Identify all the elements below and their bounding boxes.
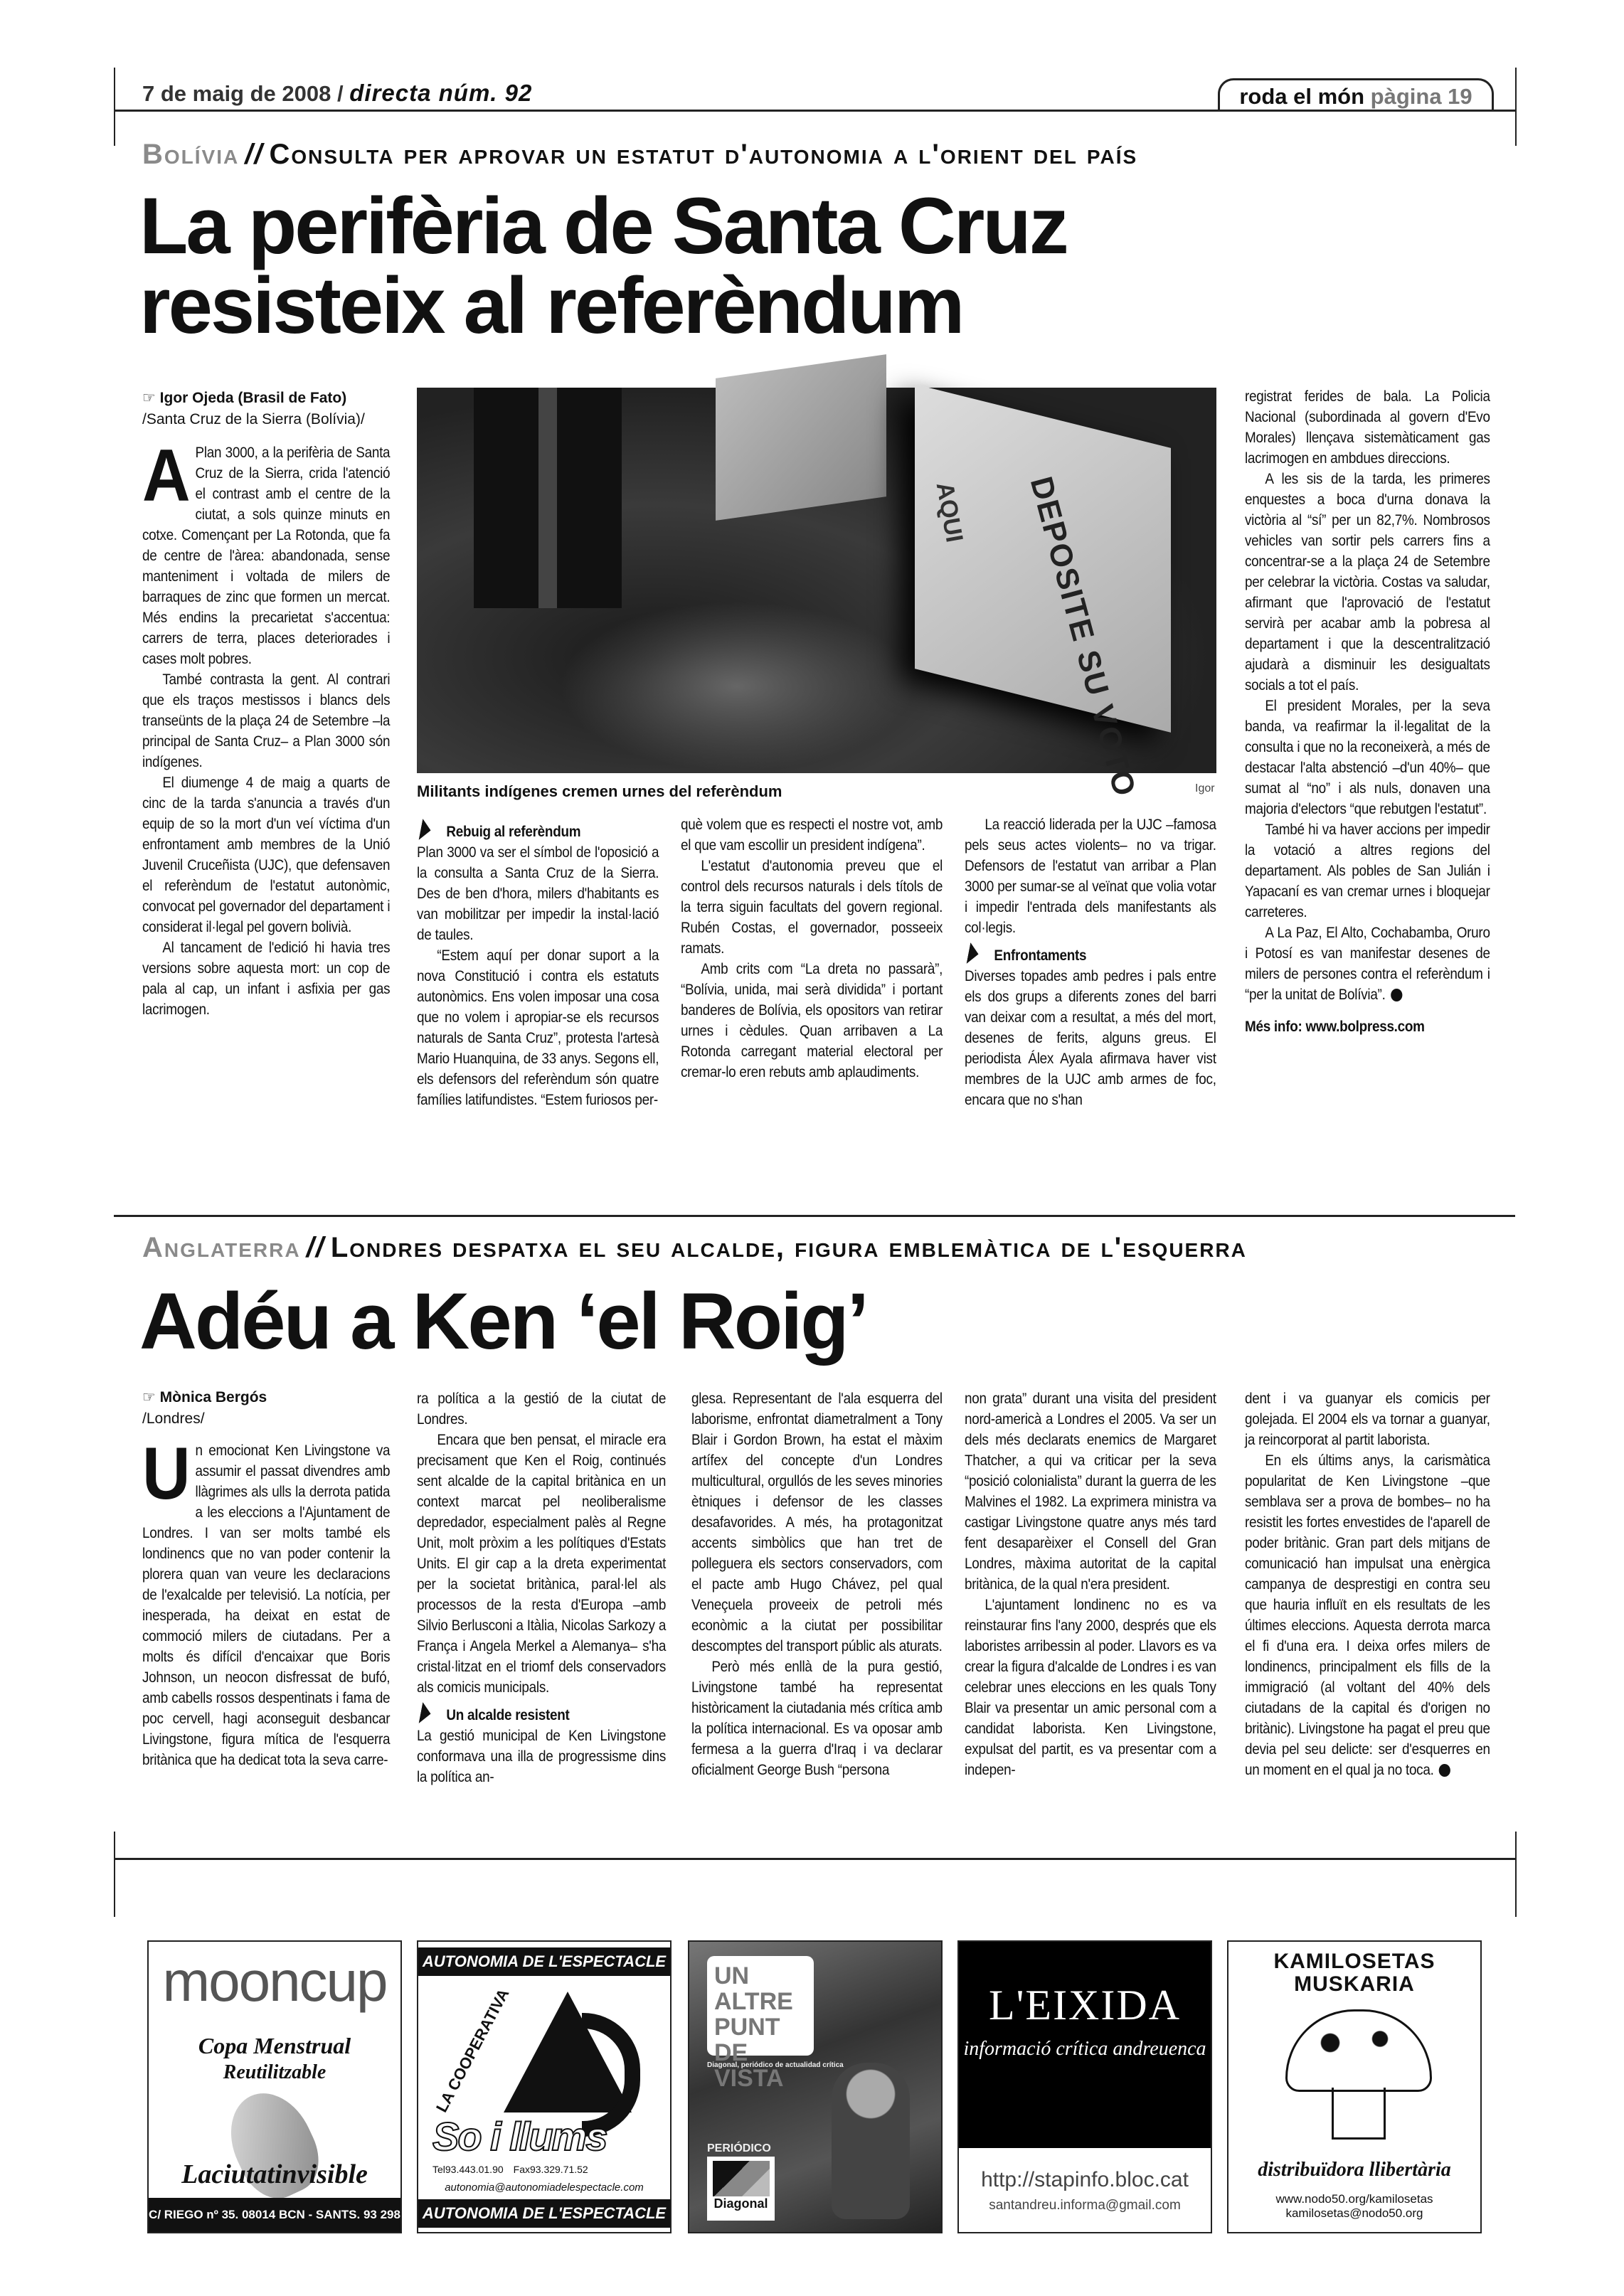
child-photo <box>832 2063 910 2219</box>
subheading-text: Rebuig al referèndum <box>446 824 581 840</box>
paragraph-text: A La Paz, El Alto, Cochabamba, Oruro i Potosí es van manifestar desenes de milers de persones contra el referèndum i “per la unitat de Bolívia”. <box>1245 925 1490 1003</box>
paragraph: glesa. Representant de l'ala esquerra del laborisme, enfrontat diametralment a Tony Blair i Gordon Brown, ha estat el màxim artífex del concepte d'un Londres multicultural, orgullós de les seves minories ètniques i defensor de les classes desafavorides. A més, ha protagonitzat accents simbòlics que han tret de polleguera els sectors conservadors, com el pacte amb Hugo Chávez, pel qual Veneçuela proveeix de petroli més econòmic a la ciutat per possibilitar descomptes del transport públic als aturats. <box>691 1391 943 1654</box>
ad-text: PERIÓDICO <box>707 2142 771 2154</box>
ad-text: Reutilitzable <box>223 2061 327 2083</box>
margin-rule <box>114 68 115 146</box>
shop-name: Laciutatinvisible <box>181 2159 368 2189</box>
dateline: /Londres/ <box>142 1410 205 1427</box>
kicker-separator: // <box>306 1232 325 1263</box>
diagonal-logo-mark <box>713 2161 770 2196</box>
paragraph: Al tancament de l'edició hi havia tres versions sobre aquesta mort: un cop de pala al cap, un infant i asfixia per gas lacrimogen. <box>142 940 391 1018</box>
ad-email: kamilosetas@nodo50.org <box>1285 2206 1423 2220</box>
article2-column-5 <box>1245 1388 1490 1780</box>
paragraph: L'estatut d'autonomia preveu que el control dels recursos naturals i dels títols de la terra siguin facultats del govern regional. Rubén Costas, el governador, posseeix ramats. <box>681 858 943 957</box>
drop-cap: A <box>142 435 191 517</box>
article-separator <box>114 1215 1515 1217</box>
ad-title: L'EIXIDA <box>988 1982 1182 2029</box>
publication-name: directa núm. 92 <box>349 80 533 106</box>
ad-autonomia-espectacle <box>417 1940 672 2250</box>
ad-text: LA COOPERATIVA <box>432 1985 513 2115</box>
paragraph <box>1245 1450 1490 1780</box>
ad-headline: UN ALTRE PUNT DE VISTA <box>707 1956 814 2056</box>
ad-contact <box>432 2162 598 2177</box>
paragraph: També contrasta la gent. Al contrari que els traços mestissos i blancs dels transeünts de la plaça 24 de Setembre –la principal de Santa Cruz– a Plan 3000 són indígenes. <box>142 671 391 770</box>
ad-url: www.nodo50.org/kamilosetas <box>1275 2192 1433 2206</box>
paragraph: La gestió municipal de Ken Livingstone conformava una illa de progressisme dins la política an- <box>417 1728 667 1785</box>
article1-column-5 <box>1245 386 1490 1037</box>
subheading-text: Enfrontaments <box>994 947 1087 964</box>
paragraph: A les sis de la tarda, les primeres enquestes a boca d'urna donava la victòria al “sí” per un 82,7%. Nombrosos vehicles van sortir pels carrers fins a concentrar-se a la plaça 24 de Setembre per celebrar la victòria. Costas va saludar, afirmant que l'aprovació de l'estatut servirà per acabar amb la pobresa al departament i que la descentralització ajudarà a disminuir les desigualtats socials a tot el país. <box>1245 471 1490 693</box>
paragraph: També hi va haver accions per impedir la votació a altres regions del departament. Als pobles de San Julián i Yapacaní es van cremar urnes i bloquejar carreteres. <box>1245 822 1490 920</box>
ad-kamilosetas <box>1227 1940 1482 2233</box>
margin-rule <box>114 1832 115 1917</box>
ads-separator <box>114 1858 1515 1860</box>
end-of-article-icon <box>1391 989 1402 1001</box>
paragraph: Diverses topades amb pedres i pals entre els dos grups a diferents zones del barri van deixar com a resultat, a més del mort, desenes de ferits, alguns greus. El periodista Álex Ayala afirmava haver vist membres de la UJC amb armes de foc, encara que no s'han <box>965 968 1216 1108</box>
page-number: pàgina 19 <box>1370 84 1472 109</box>
paragraph: El president Morales, per la seva banda, va reafirmar la il·legalitat de la consulta i que no la reconeixerà, a més de destacar l'alta abstenció –d'un 40%– que sumat al “no” i als nuls, donaven una majoria d'electors “que rebutgen l'estatut”. <box>1245 698 1490 817</box>
paragraph: dent i va guanyar els comicis per golejada. El 2004 els va tornar a guanyar, ja reincorporat al partit laborista. <box>1245 1391 1490 1448</box>
article1-kicker <box>142 139 1137 171</box>
paragraph <box>142 435 391 669</box>
paragraph: Però més enllà de la pura gestió, Livingstone també ha representat històricament la ciutadania més crítica amb la política internacional. Es va oposar amb fermesa a la guerra d'Iraq i va declarar oficialment George Bush “persona <box>691 1659 943 1778</box>
kicker-text: Londres despatxa el seu alcalde, figura emblemàtica de l'esquerra <box>330 1232 1247 1263</box>
ad-eixida <box>957 1940 1212 2233</box>
paragraph: Encara que ben pensat, el miracle era precisament que Ken el Roig, continués sent alcalde de la capital britànica en un context marcat pel neoliberalisme depredador, especialment palès al Regne Unit, molt pròxim a les polítiques d'Estats Units. El gir cap a la dreta experimentat per la societat britànica, paral·lel als processos de la resta d'Europa –amb Silvio Berlusconi a Itàlia, Nicolas Sarkozy a França i Angela Merkel a Alemanya– s'ha cristal·litzat en el triomf dels conservadors als comicis municipals. <box>417 1432 667 1696</box>
paragraph: Amb crits com “La dreta no passarà”, “Bolívia, unida, mai serà dividida” i portant banderes de Bolívia, els opositors van retirar urnes i cèdules. Quan arribaven a La Rotonda carregant material electoral per cremar-lo eren rebuts amb aplaudiments. <box>681 961 943 1080</box>
ad-mooncup <box>147 1940 402 2255</box>
subheading-text: Un alcalde resistent <box>446 1707 570 1723</box>
subheading <box>965 945 1216 966</box>
paragraph: ra política a la gestió de la ciutat de Londres. <box>417 1391 667 1428</box>
paragraph: què volem que es respecti el nostre vot, amb el que vam escollir un president indígena”. <box>681 817 943 854</box>
ad-phone: Tel93.443.01.90 <box>432 2164 504 2175</box>
section-tab <box>1218 78 1494 112</box>
ballot-box-text: DEPOSITE SU VOTO <box>1023 473 1143 801</box>
more-info-link: Més info: www.bolpress.com <box>1245 1019 1425 1035</box>
headline-line: resisteix al referèndum <box>139 261 963 350</box>
ad-subtitle: distribuïdora llibertària <box>1258 2159 1451 2181</box>
paragraph: “Estem aquí per donar suport a la nova Constitució i contra els estatuts autonòmics. Ens volen imposar una cosa que no volem i apropiar-se els recursos naturals de Santa Cruz”, protesta l'artesà Mario Huanquina, de 33 anys. Segons ell, els defensors del referèndum són quatre famílies latifundistes. “Estem furiosos per- <box>417 947 659 1108</box>
kicker-category: Anglaterra <box>142 1232 301 1263</box>
subheading-marker-icon <box>419 1702 433 1723</box>
ad-fax: Fax93.329.71.52 <box>513 2164 588 2175</box>
ad-text: Copa Menstrual <box>198 2033 351 2058</box>
article2-column-4 <box>965 1388 1216 1780</box>
article2-headline: Adéu a Ken ‘el Roig’ <box>139 1277 867 1366</box>
kicker-separator: // <box>245 139 264 170</box>
page-header-left <box>142 80 532 107</box>
article2-column-2 <box>417 1388 666 1787</box>
diagonal-logo <box>707 2157 775 2221</box>
paragraph <box>142 1433 391 1770</box>
paragraph: L'ajuntament londinenc no es va reinstaurar fins l'any 2000, després que els laboristes arribessin al poder. Llavors es va crear la figura d'alcalde de Londres i es van celebrar unes eleccions en les quals Tony Blair va presentar un amic personal com a candidat laborista. Ken Livingstone, expulsat del partit, es va presentar com a indepen- <box>965 1597 1216 1778</box>
paragraph: La reacció liderada per la UJC –famosa pels seus actes violents– no va trigar. Defensors de l'estatut van arribar a Plan 3000 per sumar-se al veïnat que volia votar i impedir l'entrada dels manifestants als col·legis. <box>965 817 1216 936</box>
ad-tagline: Diagonal, periódico de actualidad crítica <box>707 2061 844 2069</box>
paragraph <box>1245 923 1490 1005</box>
paragraph-text: En els últims anys, la carismàtica popularitat de Ken Livingstone –que semblava ser a prova de bombes– no ha resistit les fortes envestides de l'aparell de poder britànic. Gran part dels mitjans de comunicació han impulsat una enèrgica campanya de desprestigi en contra seu que hauria influït en els resultats de les últimes eleccions. Aquesta derrota marca el fi d'una era. I deixa orfes milers de londinencs, principalment els fills de la immigració (al voltant del 40% dels ciutadans de la capital és d'origen no britànic). Livingstone ha pagat el preu que devia pel seu delicte: ser d'esquerres en un moment en el qual ja no toca. <box>1245 1452 1490 1778</box>
paragraph-text: n emocionat Ken Livingstone va assumir el passat divendres amb llàgrimes als ulls la derrota patida a les eleccions a l'Ajuntament de Londres. I van ser molts també els londinencs que no van poder contenir la plorera quan van veure les declaracions de l'exalcalde per televisió. La notícia, per inesperada, ha deixat en estat de commoció milers de ciutadans. Per a molts és difícil d'encaixar que Boris Johnson, un neocon disfressat de bufó, amb cabells rossos despentinats i fama de poc cervell, hagi aconseguit desbancar Livingstone, figura mítica de l'esquerra britànica que ha dedicat tota la seva carre- <box>142 1442 391 1768</box>
kicker-text: Consulta per aprovar un estatut d'autonomia a l'orient del país <box>269 139 1138 170</box>
end-of-article-icon <box>1439 1764 1450 1777</box>
subheading <box>417 822 659 842</box>
margin-rule <box>1515 68 1517 146</box>
article1-headline <box>139 181 1067 350</box>
subheading <box>417 1705 666 1726</box>
ad-title: KAMILOSETAS MUSKARIA <box>1273 1950 1435 1996</box>
paragraph: El diumenge 4 de maig a quarts de cinc de la tarda s'anuncia a través d'un equip de so la mort d'un veí víctima d'un enfrontament amb membres de la Unió Juvenil Cruceñista (UJC), que defensaven el referèndum de l'estatut autonòmic, convocat pel governador del departament i considerat il·legal pel govern bolivià. <box>142 775 391 935</box>
photo-figures <box>474 388 659 608</box>
article2-kicker <box>142 1232 1247 1264</box>
subheading-marker-icon <box>967 942 981 964</box>
ad-contact <box>1228 2192 1480 2221</box>
article1-column-1 <box>142 435 391 1020</box>
ad-email: santandreu.informa@gmail.com <box>989 2198 1181 2213</box>
ad-subtitle: informació crítica andreuenca <box>963 2038 1206 2060</box>
hand-pointer-icon: ☞ <box>142 1389 156 1405</box>
article1-column-2 <box>417 814 659 1110</box>
headline-line: La perifèria de Santa Cruz <box>139 181 1067 270</box>
paragraph: Plan 3000 va ser el símbol de l'oposició a la consulta a Santa Cruz de la Sierra. Des de ben d'hora, milers d'habitants es van mobilitzar per impedir la instal·lació de taules. <box>417 844 659 943</box>
ad-diagonal <box>688 1940 943 2233</box>
article2-column-1 <box>142 1433 391 1770</box>
photo-smoke <box>559 601 915 772</box>
shop-address: C/ RIEGO nº 35. 08014 BCN - SANTS. 93 298 99 47 <box>149 2198 400 2232</box>
ballot-box-arrow-text: AQUI <box>930 480 968 545</box>
ad-title: So i llums <box>432 2114 607 2159</box>
ad-banner-bottom: AUTONOMIA DE L'ESPECTACLE sccl <box>418 2199 670 2228</box>
paragraph: registrat ferides de bala. La Policia Nacional (subordinada al govern d'Evo Morales) llençava sistemàticament gas lacrimogen en ambdues direccions. <box>1245 388 1490 467</box>
mushroom-icon <box>1285 2009 1432 2092</box>
photo-ballot-box <box>716 354 886 521</box>
ad-banner <box>959 1942 1211 2148</box>
photo-credit: Igor <box>1195 782 1215 794</box>
ad-banner-top: AUTONOMIA DE L'ESPECTACLE sccl <box>418 1947 670 1976</box>
article1-column-3 <box>681 814 943 1083</box>
diagonal-name: Diagonal <box>713 2196 768 2211</box>
dateline: /Santa Cruz de la Sierra (Bolívia)/ <box>142 411 365 427</box>
article1-byline <box>142 388 398 430</box>
margin-rule <box>1515 1832 1517 1917</box>
photo-caption: Militants indígenes cremen urnes del referèndum <box>417 782 782 800</box>
hand-pointer-icon: ☞ <box>142 390 156 406</box>
mooncup-logo: mooncup <box>162 1950 387 2013</box>
ad-email: autonomia@autonomiadelespectacle.com <box>445 2181 644 2194</box>
separator: / <box>337 81 344 106</box>
author-name: Igor Ojeda (Brasil de Fato) <box>159 390 347 406</box>
article2-column-3 <box>691 1388 943 1780</box>
article2-byline <box>142 1387 398 1430</box>
section-name: roda el món <box>1239 84 1365 109</box>
paragraph-text: Plan 3000, a la perifèria de Santa Cruz de la Sierra, crida l'atenció el contrast amb el centre de la ciutat, a sols quinze minuts en cotxe. Començant per La Rotonda, que fa de centre de l'àrea: abandonada, sense manteniment i voltada de milers de barraques de zinc que formen un mercat. Més endins la precarietat s'accentua: carrers de terra, places deteriorades i cases molt pobres. <box>142 445 391 667</box>
subheading-marker-icon <box>419 819 433 840</box>
kicker-category: Bolívia <box>142 139 240 170</box>
paragraph: non grata” durant una visita del president nord-americà a Londres el 2005. Va ser un dels més declarats enemics de Margaret Thatcher, a qui va criticar per la seva “posició colonialista” durant la guerra de les Malvines el 1982. La exprimera ministra va castigar Livingstone quatre anys més tard fent desaparèixer el Consell del Gran Londres, màxima autoritat de la capital britànica, de la qual n'era president. <box>965 1391 1216 1593</box>
ad-url: http://stapinfo.bloc.cat <box>981 2168 1189 2191</box>
drop-cap: U <box>142 1433 191 1515</box>
issue-date: 7 de maig de 2008 <box>142 81 331 106</box>
article1-column-4 <box>965 814 1216 1110</box>
mushroom-stem <box>1332 2088 1386 2140</box>
author-name: Mònica Bergós <box>159 1389 267 1405</box>
